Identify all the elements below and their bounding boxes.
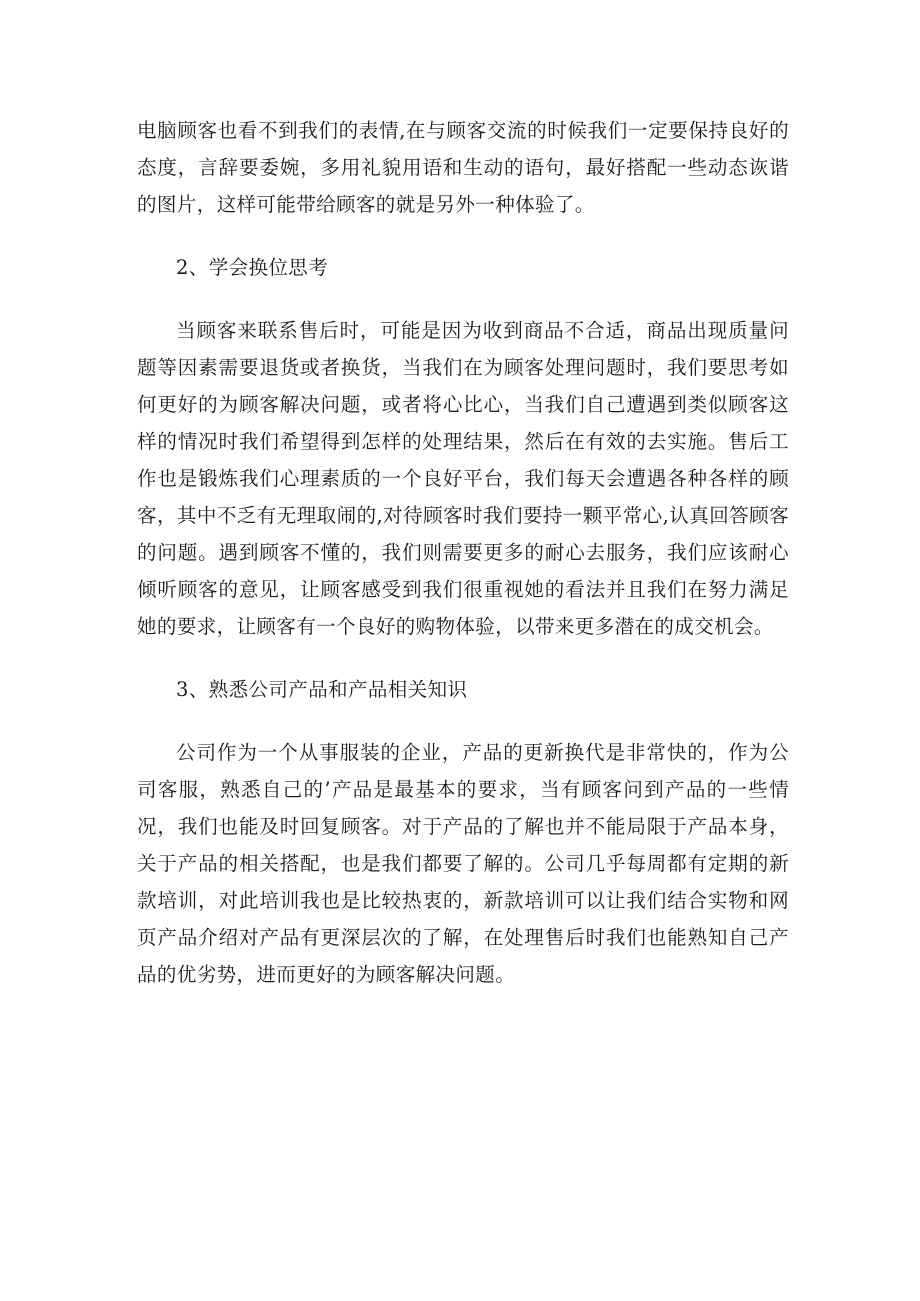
document-page <box>137 112 789 993</box>
paragraph-2: 当顾客来联系售后时，可能是因为收到商品不合适，商品出现质量问题等因素需要退货或者换货，当我们在为顾客处理问题时，我们要思考如何更好的为顾客解决问题，或者将心比心，当我们自己遭遇到类似顾客这样的情况时我们希望得到怎样的处理结果，然后在有效的去实施。售后工作也是锻炼我们心理素质的一个良好平台，我们每天会遭遇各种各样的顾客，其中不乏有无理取闹的,对待顾客时我们要持一颗平常心,认真回答顾客的问题。遇到顾客不懂的，我们则需要更多的耐心去服务，我们应该耐心倾听顾客的意见，让顾客感受到我们很重视她的看法并且我们在努力满足她的要求，让顾客有一个良好的购物体验，以带来更多潜在的成交机会。 <box>137 319 789 638</box>
section-heading-2: 2、学会换位思考 <box>176 256 329 279</box>
spacer <box>137 286 789 312</box>
section-heading-3: 3、熟悉公司产品和产品相关知识 <box>176 678 468 701</box>
paragraph-3: 公司作为一个从事服装的企业，产品的更新换代是非常快的，作为公司客服，熟悉自己的’产品是最基本的要求，当有顾客问到产品的一些情况，我们也能及时回复顾客。对于产品的了解也并不能局限于产品本身，关于产品的相关搭配，也是我们都要了解的。公司几乎每周都有定期的新款培训，对此培训我也是比较热衷的，新款培训可以让我们结合实物和网页产品介绍对产品有更深层次的了解，在处理售后时我们也能熟知自己产品的优劣势，进而更好的为顾客解决问题。 <box>137 741 789 986</box>
spacer <box>137 223 789 249</box>
paragraph-1: 电脑顾客也看不到我们的表情,在与顾客交流的时候我们一定要保持良好的态度，言辞要委婉，多用礼貌用语和生动的语句，最好搭配一些动态诙谐的图片，这样可能带给顾客的就是另外一种体验了。 <box>137 119 789 216</box>
spacer <box>137 645 789 671</box>
spacer <box>137 708 789 734</box>
